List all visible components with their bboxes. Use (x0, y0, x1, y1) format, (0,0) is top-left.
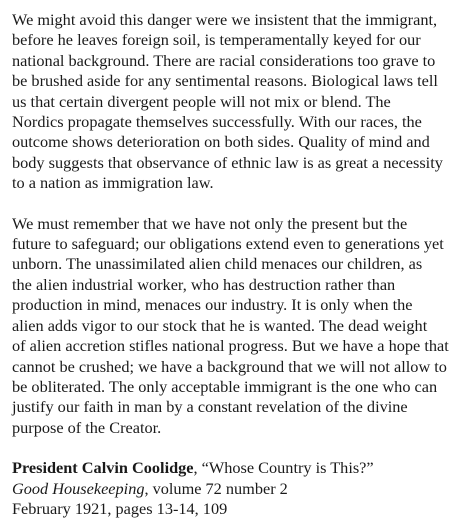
citation-date: February 1921, pages 13-14, 109 (12, 498, 228, 518)
citation-line-1 (12, 458, 465, 478)
citation-volume: , volume 72 number 2 (144, 478, 288, 498)
paragraph-spacer (12, 194, 465, 214)
citation-line-2 (12, 479, 465, 499)
citation-title: , “Whose Country is This?” (193, 458, 374, 478)
citation-author: President Calvin Coolidge (12, 458, 194, 478)
paragraph-1: We might avoid this danger were we insistent that the immigrant, before he leaves foreign soil, is temperamentally keyed for our national background. There are racial considerations too grave to be brushed aside for any sentimental reasons. Biological laws tell us that certain divergent people will not mix or blend. The Nordics propagate themselves successfully. With our races, the outcome shows deterioration on both sides. Quality of mind and body suggests that observance of ethnic law is as great a necessity to a nation as immigration law. (12, 10, 443, 193)
paragraph-2: We must remember that we have not only the present but the future to safeguard; our obligations extend even to generations yet unborn. The unassimilated alien child menaces our children, as the alien industrial worker, who has destruction rather than production in mind, menaces our industry. It is only when the alien adds vigor to our stock that he is wanted. The dead weight of alien accretion stifles national progress. But we have a hope that cannot be crushed; we have a background that we will not allow to be obliterated. The only acceptable immigrant is the one who can justify our faith in man by a constant revelation of the divine purpose of the Creator. (12, 213, 449, 437)
citation-block (12, 458, 465, 519)
citation-magazine: Good Housekeeping (12, 478, 145, 498)
